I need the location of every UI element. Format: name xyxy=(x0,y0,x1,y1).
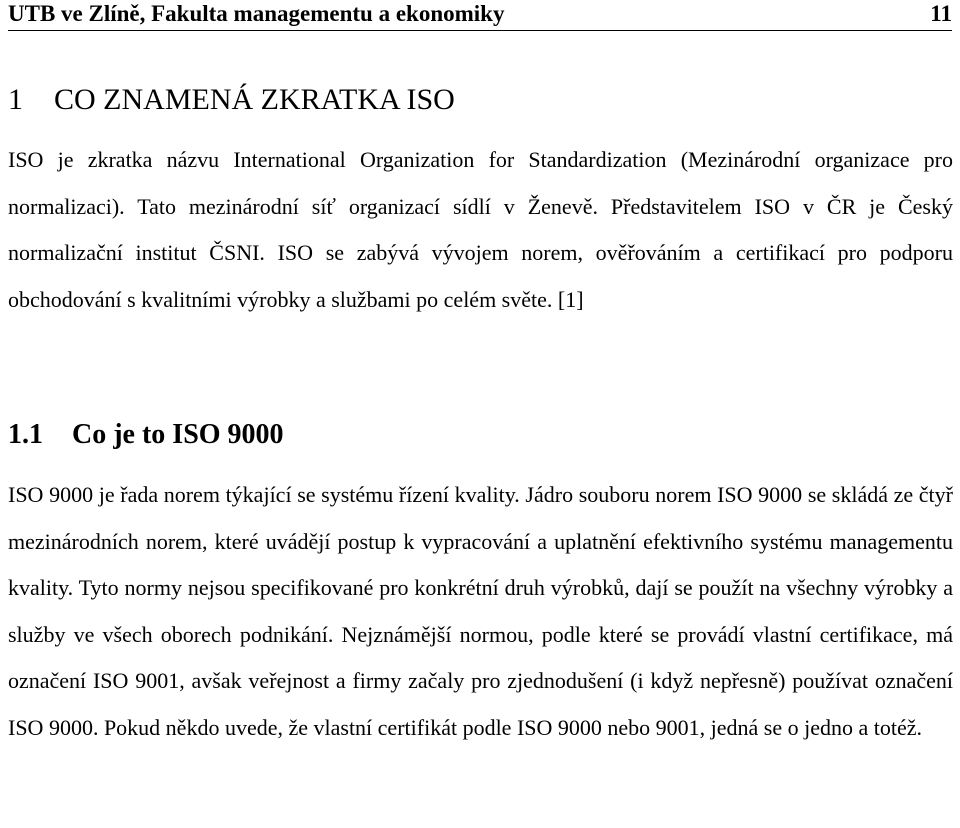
section-title: Co je to ISO 9000 xyxy=(72,419,284,450)
page-header xyxy=(8,0,952,31)
header-title: UTB ve Zlíně, Fakulta managementu a ekonomiky xyxy=(8,1,505,26)
paragraph-iso-definition: ISO je zkratka názvu International Organization for Standardization (Mezinárodní organizace pro normalizaci). Tato mezinárodní síť organizací sídlí v Ženevě. Představitelem ISO v ČR je Český normalizační institut ČSNI. ISO se zabývá vývojem norem, ověřováním a certifikací pro podporu obchodování s kvalitními výrobky a službami po celém světe. [1] xyxy=(8,147,953,312)
chapter-number: 1 xyxy=(8,83,23,116)
chapter-heading xyxy=(8,80,455,120)
section-heading xyxy=(8,415,284,455)
paragraph-iso-9000: ISO 9000 je řada norem týkající se systému řízení kvality. Jádro souboru norem ISO 9000 se skládá ze čtyř mezinárodních norem, které uvádějí postup k vypracování a uplatnění efektivního systému managementu kvality. Tyto normy nejsou specifikované pro konkrétní druh výrobků, dají se použít na všechny výrobky a služby ve všech oborech podnikání. Nejznámější normou, podle které se provádí vlastní certifikace, má označení ISO 9001, avšak veřejnost a firmy začaly pro zjednodušení (i když nepřesně) používat označení ISO 9000. Pokud někdo uvede, že vlastní certifikát podle ISO 9000 nebo 9001, jedná se o jedno a totéž. xyxy=(8,482,953,740)
section-number: 1.1 xyxy=(8,419,43,450)
chapter-title: CO ZNAMENÁ ZKRATKA ISO xyxy=(54,83,455,116)
page-number: 11 xyxy=(930,1,952,26)
